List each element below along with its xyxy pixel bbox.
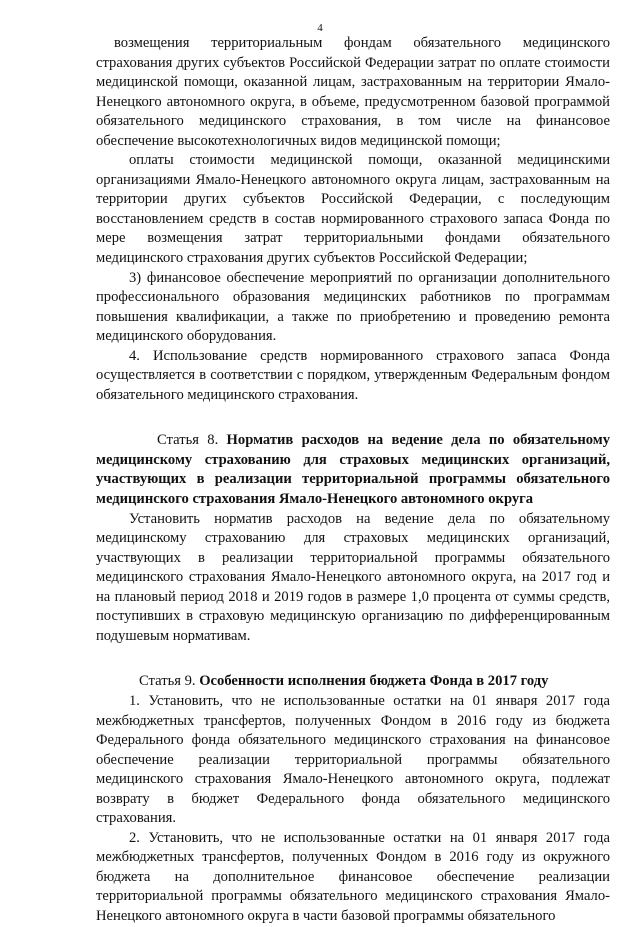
article-9-item-2: 2. Установить, что не использованные остатки на 01 января 2017 года межбюджетных трансфертов, полученных Фондом в 2016 году из окружного бюджета на дополнительное финансовое обеспечение реализации территориальной программы обязательного медицинского страхования Ямало-Ненецкого автономного округа в части базовой программы обязательного: [96, 829, 610, 924]
article-8-title: Норматив расходов на ведение дела по обязательному медицинскому страхованию для страховых медицинских организаций, участвующих в реализации территориальной программы обязательного медицинского страхования Ямало-Ненецкого автономного округа: [96, 432, 610, 508]
paragraph-item-4: 4. Использование средств нормированного страхового запаса Фонда осуществляется в соответствии с порядком, утвержденным Федеральным фондом обязательного медицинского страхования.: [96, 347, 610, 403]
paragraph-item-3: 3) финансовое обеспечение мероприятий по организации дополнительного профессионального образования медицинских работников по программам повышения квалификации, а также по приобретению и проведению ремонта медицинского оборудования.: [96, 269, 610, 345]
article-8-body: Установить норматив расходов на ведение дела по обязательному медицинскому страхованию для страховых медицинских организаций, участвующих в реализации территориальной программы обязательного медицинского страхования Ямало-Ненецкого автономного округа, на 2017 год и на плановый период 2018 и 2019 годов в размере 1,0 процента от суммы средств, поступивших в страховую медицинскую организацию по дифференцированным подушевым нормативам.: [96, 510, 610, 644]
article-9-item-1: 1. Установить, что не использованные остатки на 01 января 2017 года межбюджетных трансфертов, полученных Фондом в 2016 году из бюджета Федерального фонда обязательного медицинского страхования на финансовое обеспечение реализации территориальной программы обязательного медицинского страхования Ямало-Ненецкого автономного округа, подлежат возврату в бюджет Федерального фонда обязательного медицинского страхования.: [96, 692, 610, 827]
article-8-heading: [96, 431, 610, 509]
document-body: [96, 34, 610, 927]
paragraph-payment: оплаты стоимости медицинской помощи, оказанной медицинскими организациями Ямало-Ненецкого автономного округа лицам, застрахованным на территории других субъектов Российской Федерации, с последующим восстановлением средств в состав нормированного страхового запаса Фонда по мере возмещения затрат территориальными фондами обязательного медицинского страхования других субъектов Российской Федерации;: [96, 152, 610, 267]
article-9-title: Особенности исполнения бюджета Фонда в 2017 году: [199, 673, 549, 690]
paragraph-reimbursement: возмещения территориальным фондам обязательного медицинского страхования других субъектов Российской Федерации затрат по оплате стоимости медицинской помощи, оказанной лицам, застрахованным на территории Ямало-Ненецкого автономного округа, в объеме, предусмотренном базовой программой обязательного медицинского страхования, в том числе на финансовое обеспечение высокотехнологичных видов медицинской помощи;: [96, 35, 610, 149]
page-number: 4: [317, 22, 323, 34]
article-8-prefix: Статья 8.: [157, 432, 227, 449]
article-9-heading: [96, 672, 610, 692]
article-9-prefix: Статья 9.: [139, 673, 200, 690]
